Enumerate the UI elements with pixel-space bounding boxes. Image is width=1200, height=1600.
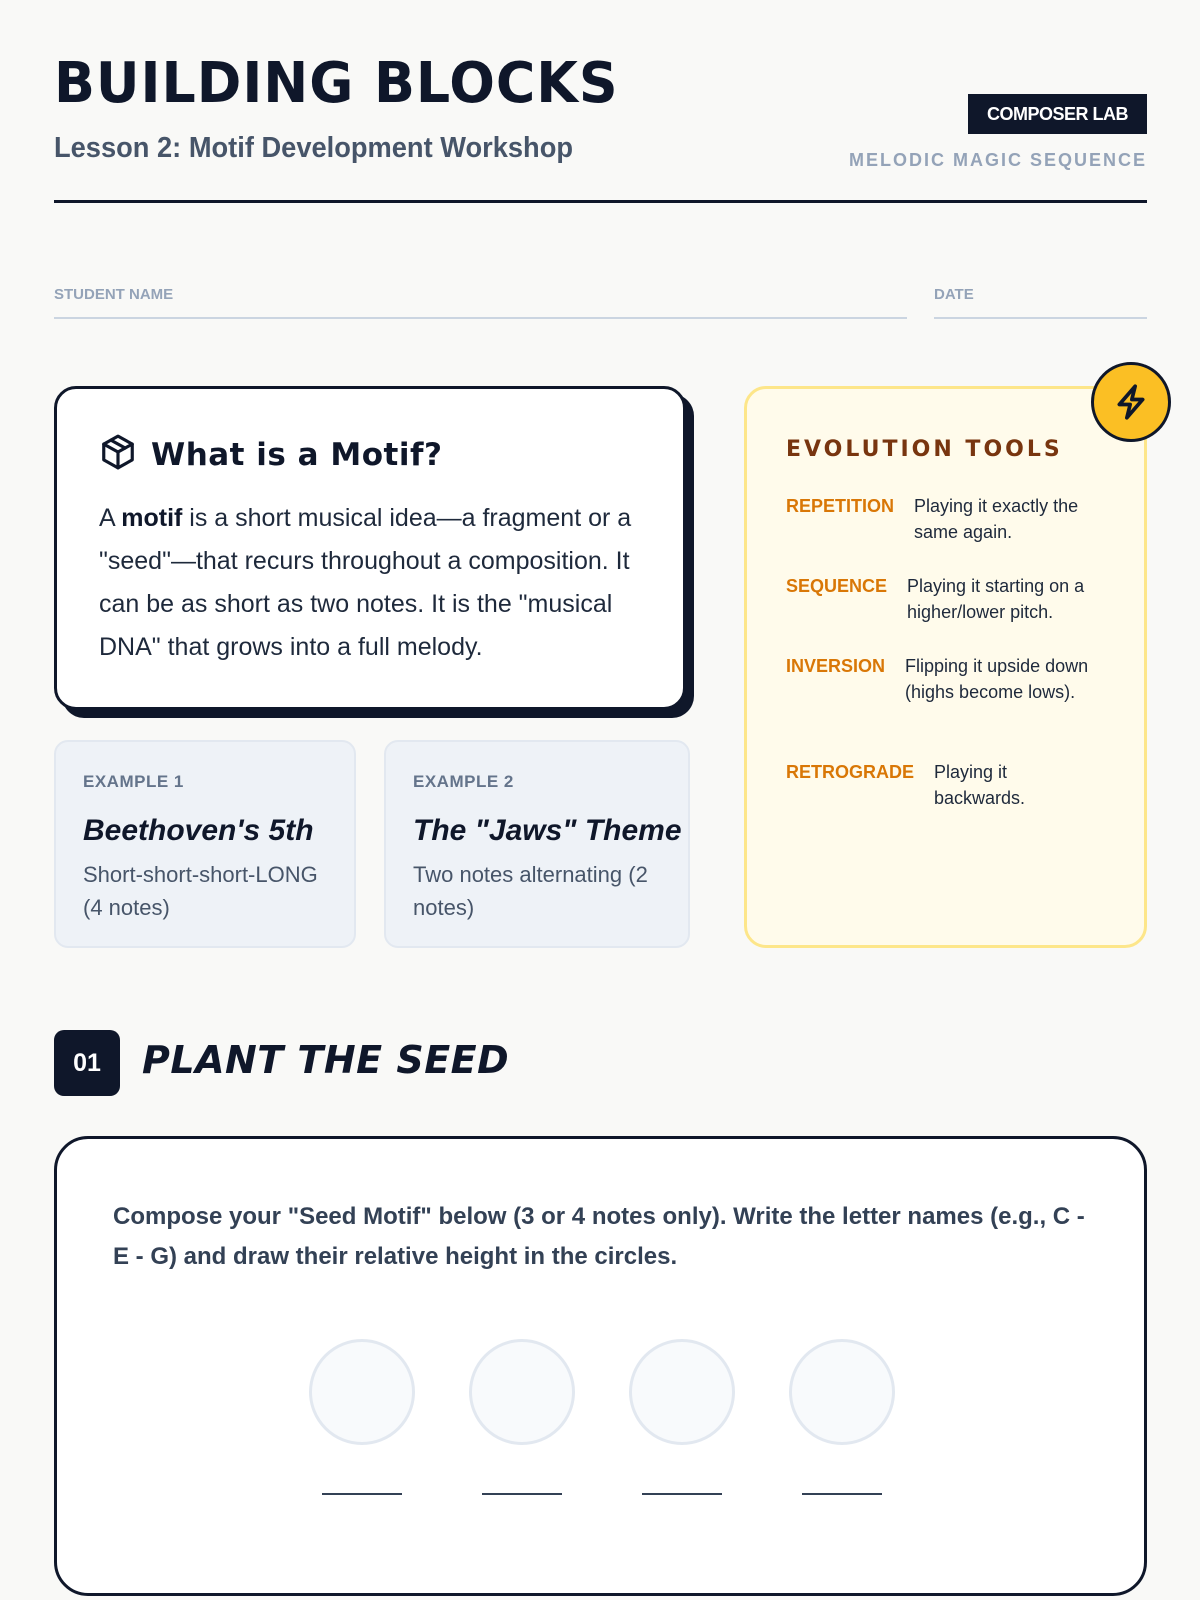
student-name-label: STUDENT NAME — [54, 286, 174, 303]
tool-retrograde — [786, 759, 1054, 811]
example-description: Two notes alternating (2 notes) — [413, 862, 648, 920]
tool-description: Flipping it upside down (highs become lows). — [905, 656, 1089, 702]
note-answer-line[interactable] — [482, 1493, 562, 1495]
example-description: Short-short-short-LONG (4 notes) — [83, 862, 318, 920]
note-circle[interactable] — [309, 1339, 415, 1445]
example-title: Beethoven's 5th — [83, 814, 314, 847]
lightning-bolt-icon — [1091, 362, 1171, 442]
tool-sequence — [786, 573, 1107, 625]
motif-definition-card — [54, 386, 686, 710]
evolution-tools-title: EVOLUTION TOOLS — [786, 437, 1063, 462]
note-slot-2[interactable] — [469, 1339, 575, 1495]
tool-inversion — [786, 653, 1095, 705]
note-answer-line[interactable] — [802, 1493, 882, 1495]
seed-instructions: Compose your "Seed Motif" below (3 or 4 notes only). Write the letter names (e.g., C - E - G) and draw their relative height in the circles. — [113, 1203, 1085, 1270]
section-title: PLANT THE SEED — [142, 1038, 510, 1082]
section-number-badge: 01 — [54, 1030, 120, 1096]
date-field[interactable] — [934, 286, 1147, 319]
note-circle[interactable] — [469, 1339, 575, 1445]
tool-name: REPETITION — [786, 496, 895, 516]
header — [54, 50, 1147, 203]
motif-heading — [99, 433, 442, 476]
motif-body-rest: is a short musical idea—a fragment or a "seed"—that recurs throughout a composition. It can be as short as two notes. It is the "musical DNA" that grows into a full melody. — [99, 504, 632, 661]
evolution-tools-panel — [744, 386, 1147, 948]
tool-repetition — [786, 493, 1104, 545]
example-card-2 — [384, 740, 690, 948]
motif-body-prefix: A — [99, 504, 122, 532]
motif-bold-term: motif — [121, 504, 183, 532]
motif-definition-text — [99, 497, 659, 669]
student-name-field[interactable] — [54, 286, 907, 319]
page-subtitle: Lesson 2: Motif Development Workshop — [54, 132, 574, 164]
example-label: EXAMPLE 1 — [83, 772, 184, 791]
seed-motif-card — [54, 1136, 1147, 1596]
example-label: EXAMPLE 2 — [413, 772, 514, 791]
page-title: BUILDING BLOCKS — [54, 51, 619, 116]
example-card-1 — [54, 740, 356, 948]
note-circle[interactable] — [629, 1339, 735, 1445]
note-answer-line[interactable] — [642, 1493, 722, 1495]
motif-title: What is a Motif? — [151, 436, 443, 473]
note-answer-line[interactable] — [322, 1493, 402, 1495]
example-title: The "Jaws" Theme — [413, 814, 682, 847]
note-circle[interactable] — [789, 1339, 895, 1445]
tool-name: INVERSION — [786, 656, 886, 676]
tool-description: Playing it exactly the same again. — [914, 496, 1079, 542]
worksheet-page — [54, 0, 1147, 1600]
cube-icon — [99, 433, 137, 476]
note-slot-4[interactable] — [789, 1339, 895, 1495]
tool-description: Playing it starting on a higher/lower pitch. — [907, 576, 1085, 622]
sequence-label: MELODIC MAGIC SEQUENCE — [848, 150, 1147, 170]
composer-lab-badge: COMPOSER LAB — [968, 94, 1147, 134]
tool-name: RETROGRADE — [786, 762, 915, 782]
tool-name: SEQUENCE — [786, 576, 888, 596]
tool-description: Playing it backwards. — [934, 762, 1026, 808]
date-label: DATE — [934, 286, 974, 303]
note-slot-3[interactable] — [629, 1339, 735, 1495]
note-slot-1[interactable] — [309, 1339, 415, 1495]
